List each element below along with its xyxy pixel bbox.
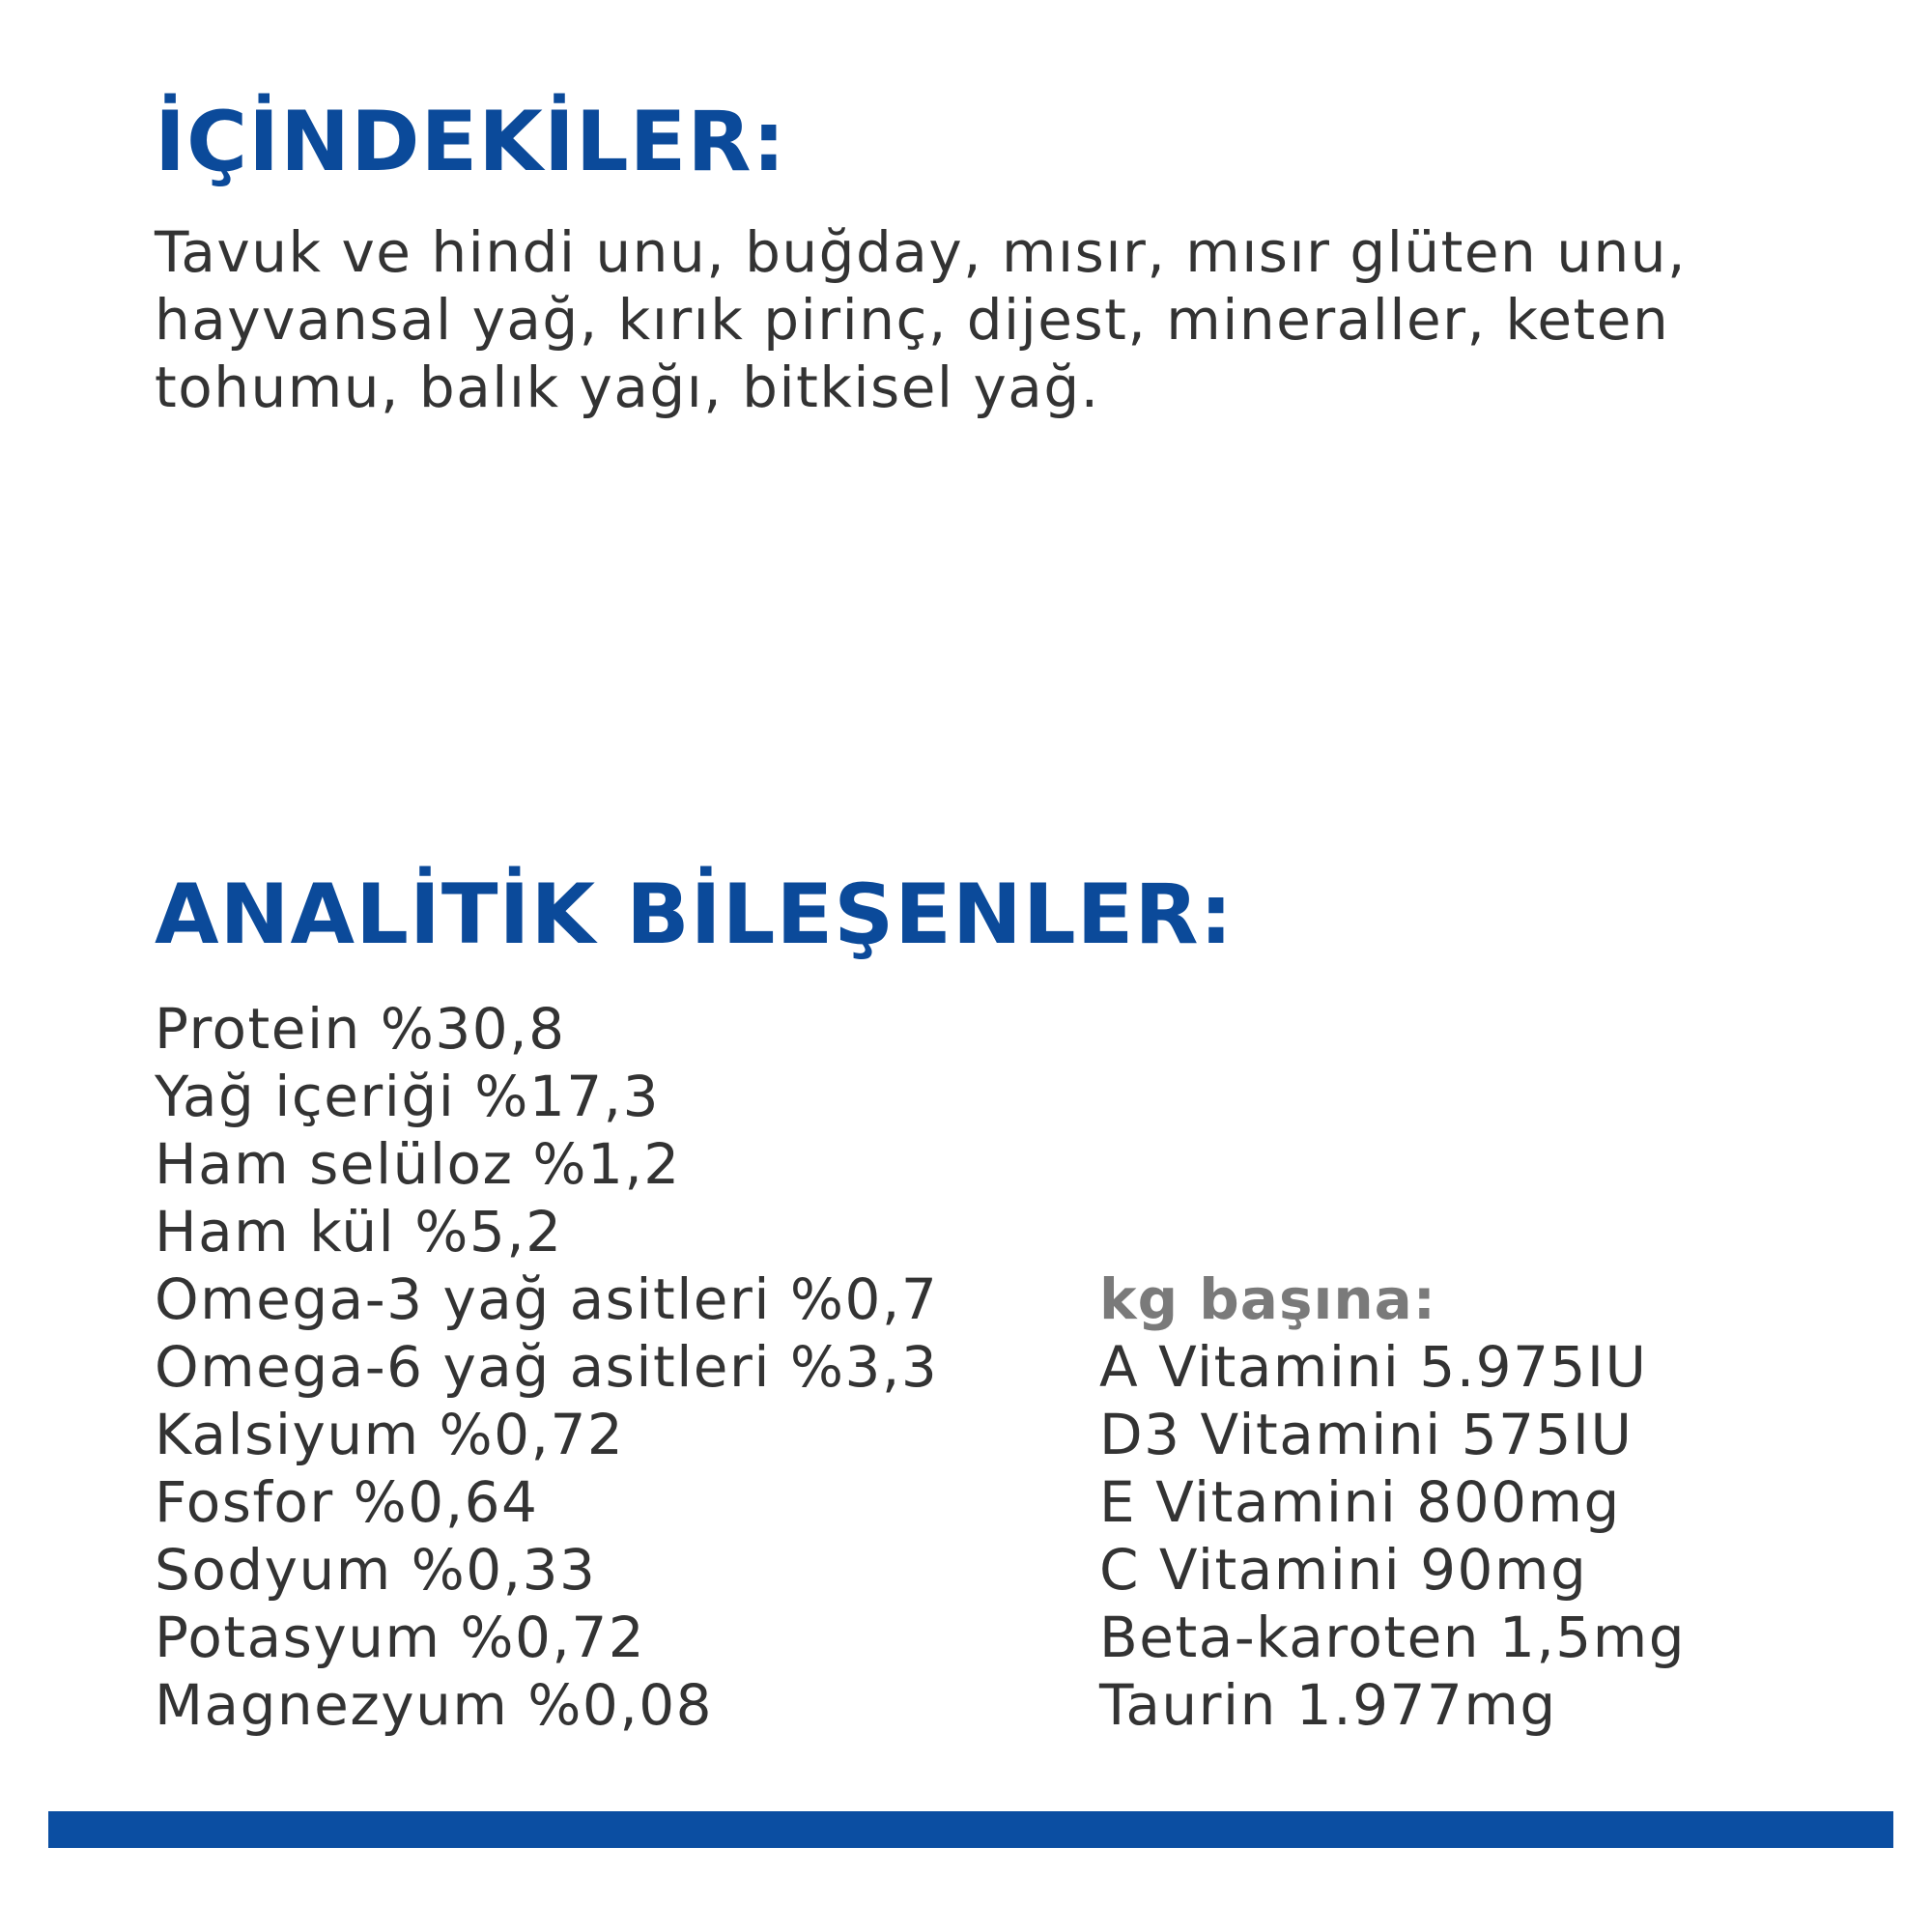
list-item: E Vitamini 800mg	[1099, 1469, 1621, 1535]
ingredients-text	[155, 218, 1816, 421]
analytic-components-list	[155, 995, 938, 1739]
list-item: D3 Vitamini 575IU	[1099, 1402, 1634, 1467]
ingredients-line: tohumu, balık yağı, bitkisel yağ.	[155, 355, 1100, 420]
list-item: Taurin 1.977mg	[1099, 1672, 1557, 1738]
list-item: Fosfor %0,64	[155, 1469, 539, 1535]
list-item: Omega-6 yağ asitleri %3,3	[155, 1334, 939, 1400]
list-item: Beta-karoten 1,5mg	[1099, 1605, 1687, 1670]
bottom-accent-bar	[48, 1811, 1893, 1848]
analytic-components-heading: ANALİTİK BİLEŞENLER:	[155, 867, 1235, 963]
ingredients-heading: İÇİNDEKİLER:	[155, 94, 787, 190]
list-item: Kalsiyum %0,72	[155, 1402, 625, 1467]
list-item: Potasyum %0,72	[155, 1605, 646, 1670]
list-item: Yağ içeriği %17,3	[155, 1064, 661, 1129]
list-item: Protein %30,8	[155, 996, 566, 1062]
list-item: Ham kül %5,2	[155, 1199, 563, 1264]
ingredients-line: hayvansal yağ, kırık pirinç, dijest, mineraller, keten	[155, 287, 1670, 353]
per-kg-title: kg başına:	[1099, 1266, 1436, 1332]
list-item: Ham selüloz %1,2	[155, 1131, 681, 1197]
list-item: A Vitamini 5.975IU	[1099, 1334, 1648, 1400]
list-item: Sodyum %0,33	[155, 1537, 597, 1603]
list-item: Magnezyum %0,08	[155, 1672, 714, 1738]
list-item: C Vitamini 90mg	[1099, 1537, 1588, 1603]
ingredients-line: Tavuk ve hindi unu, buğday, mısır, mısır glüten unu,	[155, 219, 1687, 285]
list-item: Omega-3 yağ asitleri %0,7	[155, 1266, 939, 1332]
per-kg-list	[1099, 1265, 1686, 1739]
